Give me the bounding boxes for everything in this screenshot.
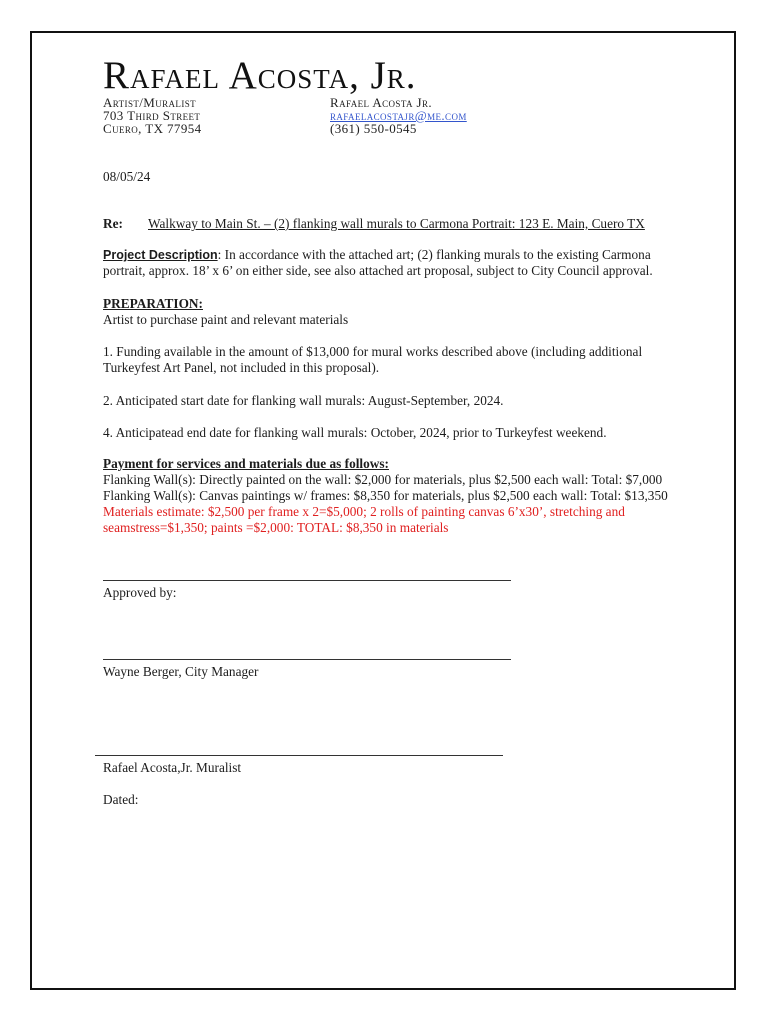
approval-signature-line	[103, 580, 511, 581]
preparation-text: Artist to purchase paint and relevant materials	[103, 312, 349, 327]
muralist-label: Rafael Acosta,Jr. Muralist	[103, 760, 242, 775]
end-date-item: 4. Anticipatead end date for flanking wall murals: October, 2024, prior to Turkeyfest weekend.	[103, 425, 607, 440]
letterhead-contact	[330, 96, 467, 135]
manager-label: Wayne Berger, City Manager	[103, 664, 259, 679]
letterhead-address	[103, 96, 202, 135]
start-date-item: 2. Anticipated start date for flanking wall murals: August-September, 2024.	[103, 393, 504, 408]
project-label: Project Description	[103, 248, 218, 262]
subject-line	[103, 216, 645, 232]
letterhead-street: 703 Third Street	[103, 108, 201, 123]
contact-name: Rafael Acosta Jr.	[330, 95, 433, 110]
dated-label: Dated:	[103, 792, 139, 807]
letterhead-title: Artist/Muralist	[103, 95, 197, 110]
email-link[interactable]: rafaelacostajr@me.com	[330, 108, 467, 123]
payment-heading: Payment for services and materials due as follows:	[103, 456, 389, 471]
manager-signature-line	[103, 659, 511, 660]
project-text: : In accordance with the attached art; (2) flanking murals to the existing Carmona portrait, approx. 18’ x 6’ on either side, see also attached art proposal, subject to City Council approval.	[103, 247, 653, 278]
phone-number: (361) 550-0545	[330, 121, 417, 136]
letterhead-name: Rafael Acosta, Jr.	[103, 54, 417, 97]
project-description	[103, 247, 663, 279]
subject-label: Re:	[103, 216, 123, 231]
letter-date: 08/05/24	[103, 169, 151, 184]
subject-text: Walkway to Main St. – (2) flanking wall murals to Carmona Portrait: 123 E. Main, Cuero TX	[148, 216, 645, 231]
muralist-signature-line	[95, 755, 503, 756]
preparation-heading: PREPARATION:	[103, 296, 203, 311]
payment-line-canvas: Flanking Wall(s): Canvas paintings w/ frames: $8,350 for materials, plus $2,500 each wall: Total: $13,350	[103, 488, 668, 503]
letterhead-city: Cuero, TX 77954	[103, 121, 202, 136]
approved-by-label: Approved by:	[103, 585, 177, 600]
funding-item: 1. Funding available in the amount of $13,000 for mural works described above (including additional Turkeyfest Art Panel, not included in this proposal).	[103, 344, 643, 375]
payment-line-direct: Flanking Wall(s): Directly painted on the wall: $2,000 for materials, plus $2,500 each wall: Total: $7,000	[103, 472, 663, 487]
materials-estimate: Materials estimate: $2,500 per frame x 2=$5,000; 2 rolls of painting canvas 6’x30’, stretching and seamstress=$1,350; paints =$2,000: TOTAL: $8,350 in materials	[103, 504, 625, 535]
